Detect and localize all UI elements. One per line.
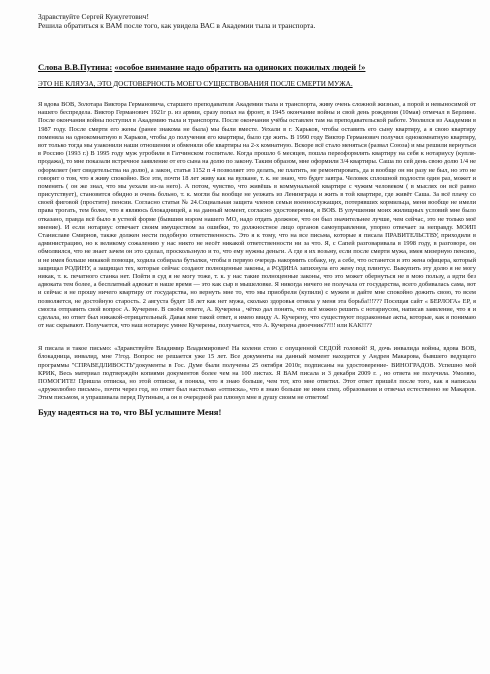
letter-subtitle: ЭТО НЕ КЛЯУЗА, ЭТО ДОСТОВЕРНОСТЬ МОЕГО СУЩЕСТВОВАНИЯ ПОСЛЕ СМЕРТИ МУЖА. — [38, 80, 353, 88]
greeting-line-1: Здравствуйте Сергей Кужугетович! — [38, 12, 149, 21]
letter-body-paragraph-2: Я писала и такое письмо: «Здравствуйте Владимир Владимирович! На колени стою с опущенной СЕДОЙ головой! Я, дочь инвалида войны, вдова ВОВ, блокадница, инвалид, мне 7!год. Вопрос не решается уже 15 лет. Все документы на данный момент находятся у Андрея Макарова, бывшего ведущего программы "СПРАВЕДЛИВОСТЬ"документы в Гос. Думе были получены 25 октября 2010г, подписаны на удостоверение- ВИНОГРАДОВ. Успешно мой КРИК, Весь материал подтверждён копиями документов более чем на 100 листах. Я ВАМ писала и 3 декабря 2009 г. , но ответа не получила. Умоляю, ПОМОГИТЕ! Пришла отписка, но этой отписке, я поняла, что я знаю больше, чем тот, кто мне ответил. Этот ответ пришёл после того, как я написала «дружелюбно письмо», почти через год, но ответ был настолько «отписка», что я знаю больше не имея спец. образования и отвечал естественно не Макаров. Этим письмом, я упрашивала перед Путиным, а он в очередной раз плюнул мне в душу своим не ответом! — [38, 345, 476, 402]
letter-title — [38, 62, 476, 72]
greeting — [38, 12, 476, 30]
title-quote: «особое внимание надо обратить на одиноких пожилых людей !» — [114, 62, 366, 72]
greeting-line-2: Решила обратиться к ВАМ после того, как увидела ВАС в Академии тыла и транспорта. — [38, 21, 316, 30]
title-prefix: Слова В.В.Путина: — [38, 62, 113, 72]
letter-closing: Буду надеяться на то, что ВЫ услышите Меня! — [38, 406, 222, 417]
letter-body-paragraph-1: Я вдова ВОВ, Золотара Виктора Германовича, старшего преподавателя Академии тыла и транспорта, живу очень сложной жизнью, а порой и невыносимой от нашего беспредела. Виктор Германович 1921г р. из армии, сразу попал на фронт, в 1945 окончание войны и свой день рождения (10мая) отмечал в Берлине. После окончания войны поступил в Академию тыла и транспорта. После окончания учёбы оставлен там на преподавательской работе. Уволился из Академии в 1987 году. После смерти его жены (ранее знакома не была) мы были вместе. Уехали в г. Харьков, чтобы оставить его сыну квартиру, а я свою квартиру поменяла на однокомнатную в Харьков, чтобы до получения его квартиры, было где жить. В 1990 году Виктор Германович получил однокомнатную квартиру, вот только тогда мы узаконили наши отношения и обменяли обе квартиры на 2-х комнатную. Вскоре всё стало меняться (развал Союза) и мы решили вернуться в Россию (1993 г.) В 1995 году муж угробили в Гатчинском госпитале. Когда прошло 6 месяцев, пошла переоформлять квартиру на себя к нотариусу (купля- продажа), то мне показали встречное заявление от его сына на долю по закону. Таким образом, мне оформили 3/4 квартиры. Саша по сей день свою долю 1/4 не оформляет (нет свидетельства на долю), а закон, статья 1152 п 4 позволяет это делать, не платить, не ремонтировать, да и вообще он ни разу не был, но это не говорит о том, что я живу спокойно. Все эти, почти 18 лет живу как на вулкане, т. к. не знаю, что будет завтра. Человек сплошной подлости один раз, может и поменять ( он же знал, что мы уехали из-за него). А потом, чувство, что живёшь в коммунальной квартире с чужим человеком ( в мыслях он всё равно присутствует), становится обидно и очень больно, т. к. могли бы вообще не уезжать из Ленинграда и жить в той квартире, где живёт Саша. За всё плачу со своей фиговой (простите) пенсии. Согласно статьи № 24.Социальная защита членов семьи военнослужащих, потерявших кормильца, меня вообще не имели права трогать, тем более, что я являюсь блокадницей, а на данный момент, согласно удостоверения, я ВОВ. В улучшении моих жилищных условий мне было отказано, правда всё было в устной форме (бывшим мэром нашего МО, надо отдать должное, что он был значительнее лучше, чем сейчас, это не только моё мнение). И если нотариус отвечает своим имуществом за ошибки, то должностное лицо органов самоуправления, упорно отвечает за неправду. МОИП Станиславе Смирнов, также должен нести подобную ответственность. Это я к тому, что на все письма, которые я писала ПРАВИТЕЛЬСТВУ, приходили в администрацию, но к великому сожалению у нас никто не несёт никакой ответственности ни за что. Я, с Сапей разговаривала в 1998 году, в разговоре, он обмолвился, что не знает зачем он это сделал, проскользнуло и то, что ему нужны деньги. А где я их возьму, если после смерти мужа, имея мизерную пенсию, и не имея больше никакой помощи, ходила собирала бутылки, чтобы в первую очередь накормить собаку, ну, а себе, что останется и это жена офицера, который защищал РОДИНУ, а защищал тех, которые сейчас создают полноценные законы, а РОДИНА запихнула его жену под плинтус. Выкупить эту долю я не могу никак, т. к. печатного станка нет. Пойти в суд я не могу тоже, т. к. у нас такие полноценные законы, что это может обернуться не в мою пользу, а идти без адвоката тем более, а бесплатный адвокат в наше время — это как сыр в мышеловке. Я никогда ничего не получала от государства, всего добивалась сама, вот и сейчас я не прошу ничего квартиру от государства, но вернуть мне то, что мы приобрели (купили) с мужем и дайте мне спокойно дожить свою, то всем позволяется, не достойную старость. 2 августа будет 18 лет как нет мужа, сколько здоровья отняла у меня эта борьба!!!??? Посещая сайт « БЕРЛОГА» ЕР, я смогла отправить свой вопрос А. Кучерене. В своём ответе, А. Кучерена , чётко дал понять, что всё можно решить с нотариусом, написав заявление, что я и сделала, но ответ был никакой-отрицательный. Давая мне такой ответ, я имею ввиду А. Кучерену, что существуют подзаконные акты, которые, как я понимаю от нас скрывают. Получается, что наш нотариус умнее Кучерены, получается, что А. Кучерена двоечник??!!! или КАК!!?? — [38, 101, 476, 330]
